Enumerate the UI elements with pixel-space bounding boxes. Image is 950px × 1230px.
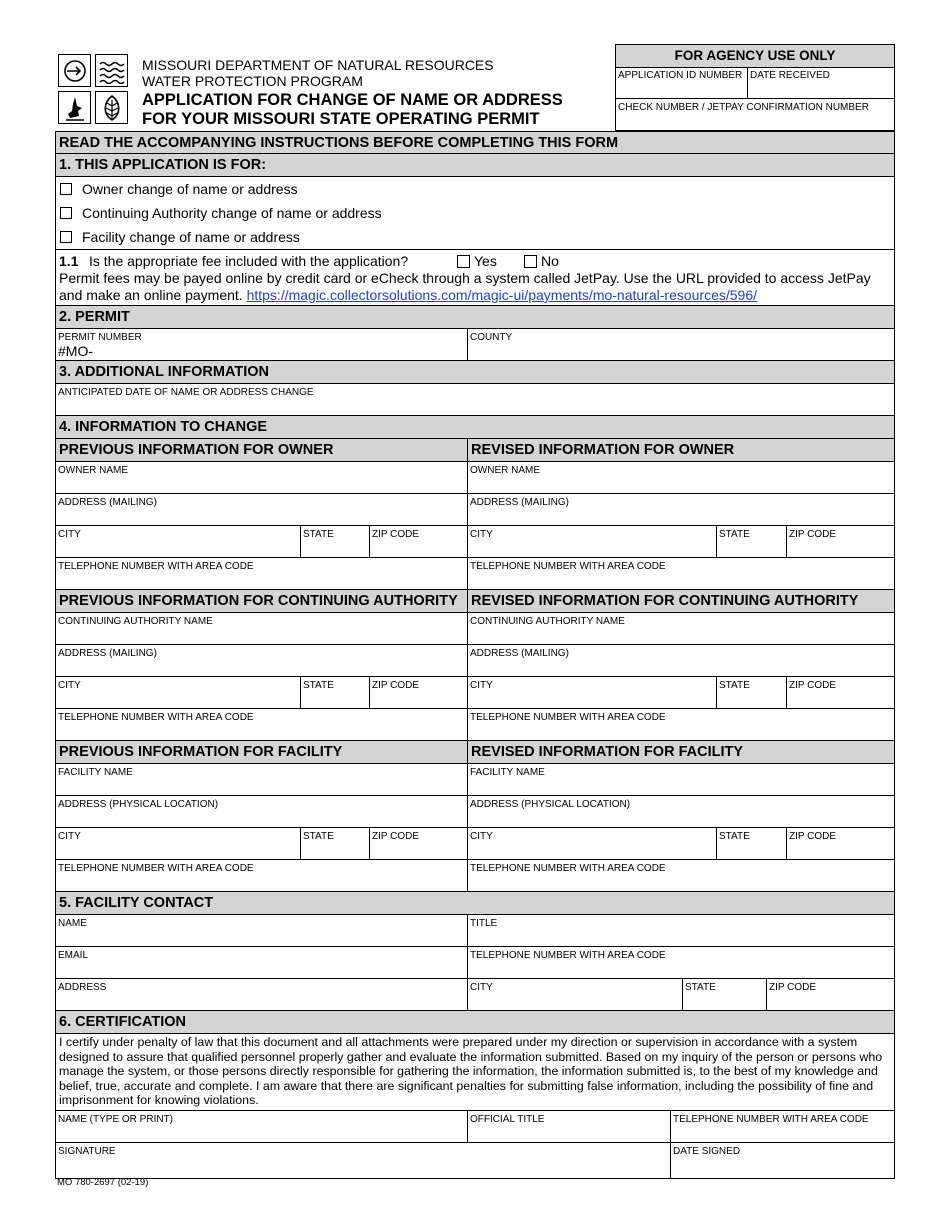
anticipated-date-field[interactable] bbox=[56, 384, 894, 415]
prev-owner-state-field[interactable] bbox=[301, 526, 370, 557]
authority-name-row bbox=[56, 613, 894, 645]
date-signed-field[interactable] bbox=[671, 1143, 894, 1178]
owner-phone-row bbox=[56, 558, 894, 590]
fee-question bbox=[56, 250, 894, 306]
signature-label: SIGNATURE bbox=[58, 1145, 116, 1157]
rev-owner-state-label: STATE bbox=[719, 529, 750, 540]
signer-name-label: NAME (TYPE OR PRINT) bbox=[58, 1113, 174, 1125]
rev-facility-address-label: ADDRESS (PHYSICAL LOCATION) bbox=[470, 799, 631, 810]
rev-authority-phone-field[interactable] bbox=[468, 709, 894, 740]
application-id-label: APPLICATION ID NUMBER bbox=[618, 70, 743, 81]
contact-phone-label: TELEPHONE NUMBER WITH AREA CODE bbox=[470, 950, 666, 961]
certification-text: I certify under penalty of law that this document and all attachments were prepared under my direction or supervision in accordance with a system designed to assure that qualified personnel properly gather and evaluate the information submitted. Based on my inquiry of the person or persons who manage the system, or those persons directly responsible for gathering the information, the information submitted is, to the best of my knowledge and belief, true, accurate and complete. I am aware that there are significant penalties for submitting false information, including the possibility of fine and imprisonment for knowing violations. bbox=[56, 1034, 894, 1111]
question-text: Is the appropriate fee included with the application? bbox=[89, 252, 409, 269]
prev-facility-city-field[interactable] bbox=[56, 828, 301, 859]
additional-info-row bbox=[56, 384, 894, 416]
county-label: COUNTY bbox=[470, 332, 513, 343]
contact-name-row bbox=[56, 915, 894, 947]
rev-owner-phone-label: TELEPHONE NUMBER WITH AREA CODE bbox=[470, 561, 666, 572]
official-title-field[interactable] bbox=[468, 1111, 671, 1142]
continuing-authority-checkbox[interactable] bbox=[60, 207, 72, 219]
contact-city-label: CITY bbox=[470, 982, 493, 993]
prev-authority-name-field[interactable] bbox=[56, 613, 468, 644]
option-facility[interactable] bbox=[56, 225, 894, 249]
rev-owner-name-label: OWNER NAME bbox=[470, 465, 540, 476]
question-number: 1.1 bbox=[59, 252, 79, 269]
contact-phone-field[interactable] bbox=[468, 947, 894, 978]
permit-number-label: PERMIT NUMBER bbox=[58, 332, 142, 343]
contact-state-field[interactable] bbox=[683, 979, 767, 1010]
prev-owner-address-label: ADDRESS (MAILING) bbox=[58, 497, 157, 508]
prev-owner-city-label: CITY bbox=[58, 529, 81, 540]
anticipated-date-label: ANTICIPATED DATE OF NAME OR ADDRESS CHANGE bbox=[58, 387, 314, 398]
prev-authority-address-label: ADDRESS (MAILING) bbox=[58, 648, 157, 659]
rev-authority-state-label: STATE bbox=[719, 680, 750, 691]
rev-authority-city-label: CITY bbox=[470, 680, 493, 691]
fee-info-text: Permit fees may be payed online by credit card or eCheck through a system called JetPay. Use the URL provided to access JetPay and make an online payment. bbox=[59, 270, 871, 303]
prev-facility-state-label: STATE bbox=[303, 831, 334, 842]
official-title-label: OFFICIAL TITLE bbox=[470, 1113, 545, 1125]
contact-email-label: EMAIL bbox=[58, 950, 89, 961]
rev-authority-state-field[interactable] bbox=[717, 677, 787, 708]
dnr-logo bbox=[58, 54, 132, 126]
signature-field[interactable] bbox=[56, 1143, 671, 1178]
owner-city-row bbox=[56, 526, 894, 558]
contact-city-field[interactable] bbox=[468, 979, 683, 1010]
rev-owner-zip-label: ZIP CODE bbox=[789, 529, 837, 540]
agency-use-box bbox=[615, 44, 895, 131]
date-signed-label: DATE SIGNED bbox=[673, 1145, 741, 1157]
prev-owner-state-label: STATE bbox=[303, 529, 334, 540]
prev-facility-zip-field[interactable] bbox=[370, 828, 468, 859]
contact-name-label: NAME bbox=[58, 918, 87, 929]
owner-address-row bbox=[56, 494, 894, 526]
rev-authority-name-field[interactable] bbox=[468, 613, 894, 644]
permit-number-value: #MO- bbox=[58, 343, 93, 359]
prev-authority-state-label: STATE bbox=[303, 680, 334, 691]
prev-owner-zip-field[interactable] bbox=[370, 526, 468, 557]
option-owner[interactable] bbox=[56, 177, 894, 201]
prev-owner-address-field[interactable] bbox=[56, 494, 468, 525]
contact-email-field[interactable] bbox=[56, 947, 468, 978]
check-number-label: CHECK NUMBER / JETPAY CONFIRMATION NUMBER bbox=[618, 102, 869, 113]
rev-facility-city-field[interactable] bbox=[468, 828, 717, 859]
contact-zip-field[interactable] bbox=[767, 979, 894, 1010]
agency-name: MISSOURI DEPARTMENT OF NATURAL RESOURCES bbox=[142, 57, 494, 73]
facility-checkbox[interactable] bbox=[60, 231, 72, 243]
leaf-icon bbox=[95, 91, 128, 124]
rev-facility-name-label: FACILITY NAME bbox=[470, 767, 545, 778]
rev-facility-city-label: CITY bbox=[470, 831, 493, 842]
prev-authority-zip-label: ZIP CODE bbox=[372, 680, 420, 691]
facility-name-row bbox=[56, 764, 894, 796]
prev-facility-phone-field[interactable] bbox=[56, 860, 468, 891]
authority-phone-row bbox=[56, 709, 894, 741]
rev-facility-state-label: STATE bbox=[719, 831, 750, 842]
prev-authority-title: PREVIOUS INFORMATION FOR CONTINUING AUTHORITY bbox=[56, 590, 468, 612]
rev-facility-phone-field[interactable] bbox=[468, 860, 894, 891]
prev-owner-city-field[interactable] bbox=[56, 526, 301, 557]
rev-owner-phone-field[interactable] bbox=[468, 558, 894, 589]
prev-authority-city-label: CITY bbox=[58, 680, 81, 691]
rev-authority-zip-field[interactable] bbox=[787, 677, 894, 708]
owner-checkbox[interactable] bbox=[60, 183, 72, 195]
rev-facility-address-field[interactable] bbox=[468, 796, 894, 827]
option-continuing-authority[interactable] bbox=[56, 201, 894, 225]
prev-facility-phone-label: TELEPHONE NUMBER WITH AREA CODE bbox=[58, 863, 254, 874]
contact-email-row bbox=[56, 947, 894, 979]
signer-phone-label: TELEPHONE NUMBER WITH AREA CODE bbox=[673, 1113, 869, 1125]
jetpay-link[interactable]: https://magic.collectorsolutions.com/magic-ui/payments/mo-natural-resources/596/ bbox=[246, 287, 758, 303]
date-received-field[interactable] bbox=[748, 67, 894, 98]
owner-name-row bbox=[56, 462, 894, 494]
prev-authority-city-field[interactable] bbox=[56, 677, 301, 708]
prev-owner-zip-label: ZIP CODE bbox=[372, 529, 420, 540]
prev-authority-zip-field[interactable] bbox=[370, 677, 468, 708]
section6-title: 6. CERTIFICATION bbox=[56, 1011, 894, 1034]
rev-authority-address-field[interactable] bbox=[468, 645, 894, 676]
permit-row bbox=[56, 329, 894, 361]
contact-address-row bbox=[56, 979, 894, 1011]
authority-headers bbox=[56, 590, 894, 613]
application-form bbox=[55, 131, 895, 1179]
prev-authority-phone-field[interactable] bbox=[56, 709, 468, 740]
rev-owner-address-label: ADDRESS (MAILING) bbox=[470, 497, 569, 508]
county-field[interactable] bbox=[468, 329, 894, 360]
facility-address-row bbox=[56, 796, 894, 828]
prev-facility-name-field[interactable] bbox=[56, 764, 468, 795]
permit-number-field[interactable] bbox=[56, 329, 468, 360]
water-icon bbox=[95, 54, 128, 87]
land-icon bbox=[58, 91, 91, 124]
rev-owner-city-label: CITY bbox=[470, 529, 493, 540]
authority-city-row bbox=[56, 677, 894, 709]
fee-no-label: No bbox=[541, 252, 559, 269]
prev-owner-name-field[interactable] bbox=[56, 462, 468, 493]
contact-zip-label: ZIP CODE bbox=[769, 982, 817, 993]
prev-owner-phone-field[interactable] bbox=[56, 558, 468, 589]
fee-no-checkbox[interactable] bbox=[524, 255, 537, 268]
rev-owner-address-field[interactable] bbox=[468, 494, 894, 525]
prev-facility-zip-label: ZIP CODE bbox=[372, 831, 420, 842]
contact-address-field[interactable] bbox=[56, 979, 468, 1010]
facility-phone-row bbox=[56, 860, 894, 892]
rev-authority-address-label: ADDRESS (MAILING) bbox=[470, 648, 569, 659]
check-number-field[interactable] bbox=[616, 99, 894, 130]
fee-yes-checkbox[interactable] bbox=[457, 255, 470, 268]
form-title-line1: APPLICATION FOR CHANGE OF NAME OR ADDRESS bbox=[142, 91, 563, 109]
owner-headers bbox=[56, 439, 894, 462]
prev-authority-phone-label: TELEPHONE NUMBER WITH AREA CODE bbox=[58, 712, 254, 723]
rev-owner-zip-field[interactable] bbox=[787, 526, 894, 557]
contact-name-field[interactable] bbox=[56, 915, 468, 946]
option-facility-label: Facility change of name or address bbox=[82, 229, 300, 245]
rev-authority-title: REVISED INFORMATION FOR CONTINUING AUTHORITY bbox=[471, 593, 859, 609]
facility-headers bbox=[56, 741, 894, 764]
fee-yes-label: Yes bbox=[474, 252, 497, 269]
prev-authority-address-field[interactable] bbox=[56, 645, 468, 676]
rev-facility-name-field[interactable] bbox=[468, 764, 894, 795]
rev-owner-title: REVISED INFORMATION FOR OWNER bbox=[471, 442, 735, 458]
certification-name-row bbox=[56, 1111, 894, 1143]
signature-row bbox=[56, 1143, 894, 1179]
form-number: MO 780-2697 (02-19) bbox=[57, 1177, 149, 1188]
prev-facility-address-label: ADDRESS (PHYSICAL LOCATION) bbox=[58, 799, 219, 810]
prev-facility-title: PREVIOUS INFORMATION FOR FACILITY bbox=[56, 741, 468, 763]
prev-facility-state-field[interactable] bbox=[301, 828, 370, 859]
section5-title: 5. FACILITY CONTACT bbox=[56, 892, 894, 915]
section4-title: 4. INFORMATION TO CHANGE bbox=[56, 416, 894, 439]
rev-owner-city-field[interactable] bbox=[468, 526, 717, 557]
prev-authority-name-label: CONTINUING AUTHORITY NAME bbox=[58, 616, 213, 627]
contact-address-label: ADDRESS bbox=[58, 982, 107, 993]
prev-facility-name-label: FACILITY NAME bbox=[58, 767, 133, 778]
prev-authority-state-field[interactable] bbox=[301, 677, 370, 708]
rev-facility-zip-label: ZIP CODE bbox=[789, 831, 837, 842]
rev-facility-phone-label: TELEPHONE NUMBER WITH AREA CODE bbox=[470, 863, 666, 874]
prev-facility-city-label: CITY bbox=[58, 831, 81, 842]
prev-owner-phone-label: TELEPHONE NUMBER WITH AREA CODE bbox=[58, 561, 254, 572]
application-type-options bbox=[56, 177, 894, 250]
section3-title: 3. ADDITIONAL INFORMATION bbox=[56, 361, 894, 384]
agency-use-title: FOR AGENCY USE ONLY bbox=[616, 45, 894, 68]
instructions-bar: READ THE ACCOMPANYING INSTRUCTIONS BEFORE COMPLETING THIS FORM bbox=[56, 131, 894, 154]
section1-title: 1. THIS APPLICATION IS FOR: bbox=[56, 154, 894, 177]
section2-title: 2. PERMIT bbox=[56, 306, 894, 329]
facility-city-row bbox=[56, 828, 894, 860]
form-title-line2: FOR YOUR MISSOURI STATE OPERATING PERMIT bbox=[142, 110, 540, 128]
prev-owner-title: PREVIOUS INFORMATION FOR OWNER bbox=[56, 439, 468, 461]
rev-facility-zip-field[interactable] bbox=[787, 828, 894, 859]
date-received-label: DATE RECEIVED bbox=[750, 70, 830, 81]
rev-authority-city-field[interactable] bbox=[468, 677, 717, 708]
air-icon bbox=[58, 54, 91, 87]
rev-owner-state-field[interactable] bbox=[717, 526, 787, 557]
contact-title-label: TITLE bbox=[470, 918, 498, 929]
signer-phone-field[interactable] bbox=[671, 1111, 894, 1142]
option-owner-label: Owner change of name or address bbox=[82, 181, 298, 197]
fee-info bbox=[59, 270, 891, 304]
rev-authority-zip-label: ZIP CODE bbox=[789, 680, 837, 691]
rev-authority-phone-label: TELEPHONE NUMBER WITH AREA CODE bbox=[470, 712, 666, 723]
authority-address-row bbox=[56, 645, 894, 677]
application-id-field[interactable] bbox=[616, 67, 748, 98]
rev-facility-state-field[interactable] bbox=[717, 828, 787, 859]
contact-title-field[interactable] bbox=[468, 915, 894, 946]
option-continuing-authority-label: Continuing Authority change of name or address bbox=[82, 205, 382, 221]
prev-owner-name-label: OWNER NAME bbox=[58, 465, 128, 476]
contact-state-label: STATE bbox=[685, 982, 716, 993]
program-name: WATER PROTECTION PROGRAM bbox=[142, 73, 363, 89]
signer-name-field[interactable] bbox=[56, 1111, 468, 1142]
prev-facility-address-field[interactable] bbox=[56, 796, 468, 827]
rev-facility-title: REVISED INFORMATION FOR FACILITY bbox=[471, 744, 744, 760]
rev-owner-name-field[interactable] bbox=[468, 462, 894, 493]
rev-authority-name-label: CONTINUING AUTHORITY NAME bbox=[470, 616, 625, 627]
